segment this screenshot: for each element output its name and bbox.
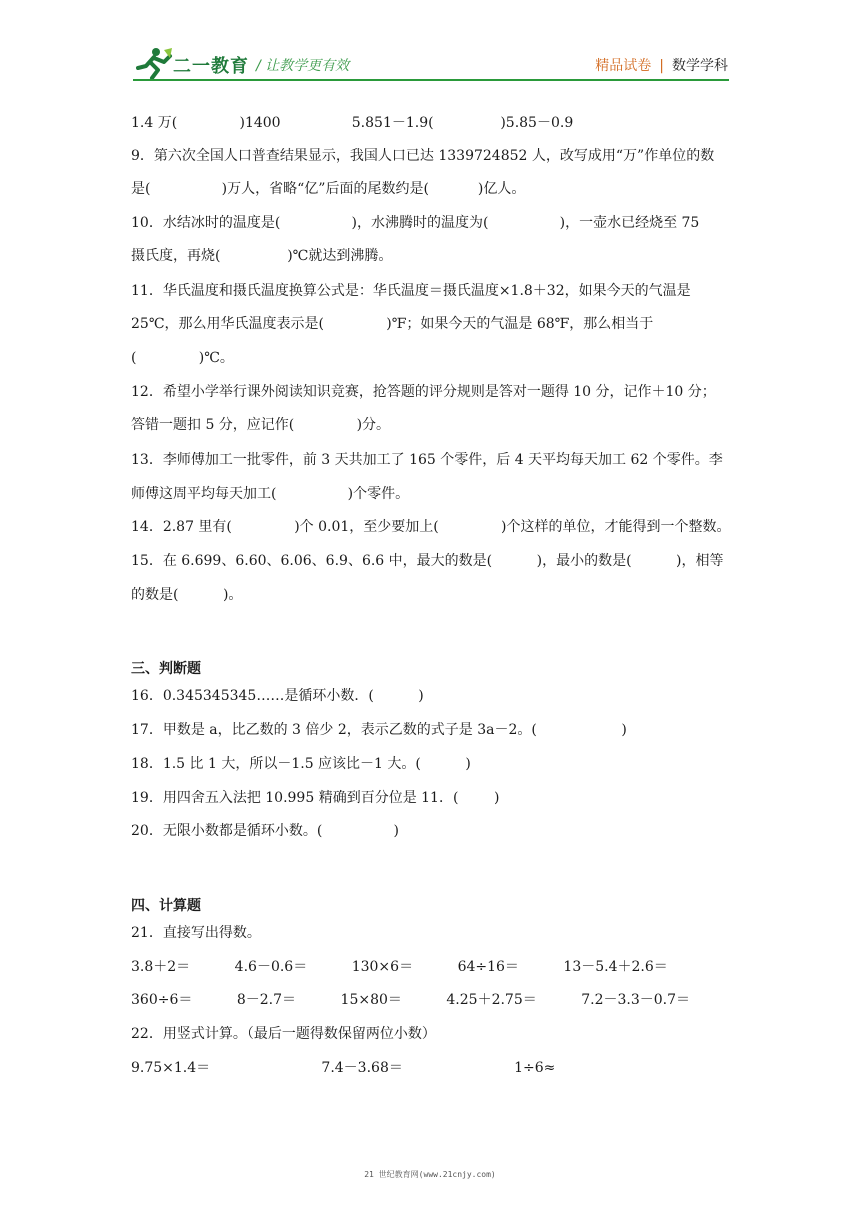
question-line: 21．直接写出得数。: [131, 925, 261, 941]
question-line: 19．用四舍五入法把 10.995 精确到百分位是 11．( ): [131, 790, 500, 806]
question-line: 15．在 6.699、6.60、6.06、6.9、6.6 中，最大的数是( )，最小的数是( )，相等: [131, 553, 724, 569]
question-line: 摄氏度，再烧( )℃就达到沸腾。: [131, 248, 393, 264]
section-heading: 四、计算题: [131, 898, 201, 914]
brand-logo-text: 二一教育: [173, 56, 249, 77]
question-line: 22．用竖式计算。（最后一题得数保留两位小数）: [131, 1026, 436, 1042]
question-line: 18．1.5 比 1 大，所以－1.5 应该比－1 大。( ): [131, 756, 471, 772]
badge-separator: |: [659, 58, 664, 74]
question-line: 师傅这周平均每天加工( )个零件。: [131, 486, 410, 502]
calc-row: 9.75×1.4＝ 7.4－3.68＝ 1÷6≈: [131, 1060, 556, 1076]
header-divider: [133, 79, 729, 81]
question-line: 17．甲数是 a，比乙数的 3 倍少 2，表示乙数的式子是 3a－2。( ): [131, 722, 627, 738]
question-line: 16．0.345345345……是循环小数．( ): [131, 688, 424, 704]
question-line: 25℃，那么用华氏温度表示是( )℉；如果今天的气温是 68℉，那么相当于: [131, 316, 654, 332]
page-header: [0, 0, 860, 95]
question-line: ( )℃。: [131, 350, 234, 366]
question-line: 9．第六次全国人口普查结果显示，我国人口已达 1339724852 人，改写成用“万”作单位的数: [131, 148, 715, 164]
question-line: 13．李师傅加工一批零件，前 3 天共加工了 165 个零件，后 4 天平均每天加工 62 个零件。李: [131, 452, 723, 468]
question-line: 11．华氏温度和摄氏温度换算公式是：华氏温度＝摄氏温度×1.8＋32，如果今天的气温是: [131, 283, 691, 299]
runner-logo-icon: [134, 46, 174, 80]
badge-label-quality: 精品试卷: [595, 58, 652, 74]
section-heading: 三、判断题: [131, 661, 201, 677]
page-footer: 21 世纪教育网(www.21cnjy.com): [364, 1170, 496, 1179]
calc-row: 360÷6＝ 8－2.7＝ 15×80＝ 4.25＋2.75＝ 7.2－3.3－0.7＝: [131, 992, 691, 1008]
brand-slogan: / 让教学更有效: [256, 58, 350, 74]
calc-row: 3.8＋2＝ 4.6－0.6＝ 130×6＝ 64÷16＝ 13－5.4＋2.6＝: [131, 959, 668, 975]
badge-label-subject: 数学学科: [672, 58, 728, 74]
question-line: 1.4 万( )1400 5.851－1.9( )5.85－0.9: [131, 115, 574, 131]
question-line: 是( )万人，省略“亿”后面的尾数约是( )亿人。: [131, 181, 526, 197]
question-line: 10．水结冰时的温度是( )，水沸腾时的温度为( )，一壶水已经烧至 75: [131, 215, 700, 231]
question-line: 14．2.87 里有( )个 0.01，至少要加上( )个这样的单位，才能得到一个整数。: [131, 519, 731, 535]
question-line: 20．无限小数都是循环小数。( ): [131, 823, 399, 839]
subject-badge: [595, 55, 728, 75]
question-line: 的数是( )。: [131, 587, 243, 603]
question-line: 答错一题扣 5 分，应记作( )分。: [131, 417, 391, 433]
question-line: 12．希望小学举行课外阅读知识竞赛，抢答题的评分规则是答对一题得 10 分，记作＋10 分；: [131, 384, 716, 400]
